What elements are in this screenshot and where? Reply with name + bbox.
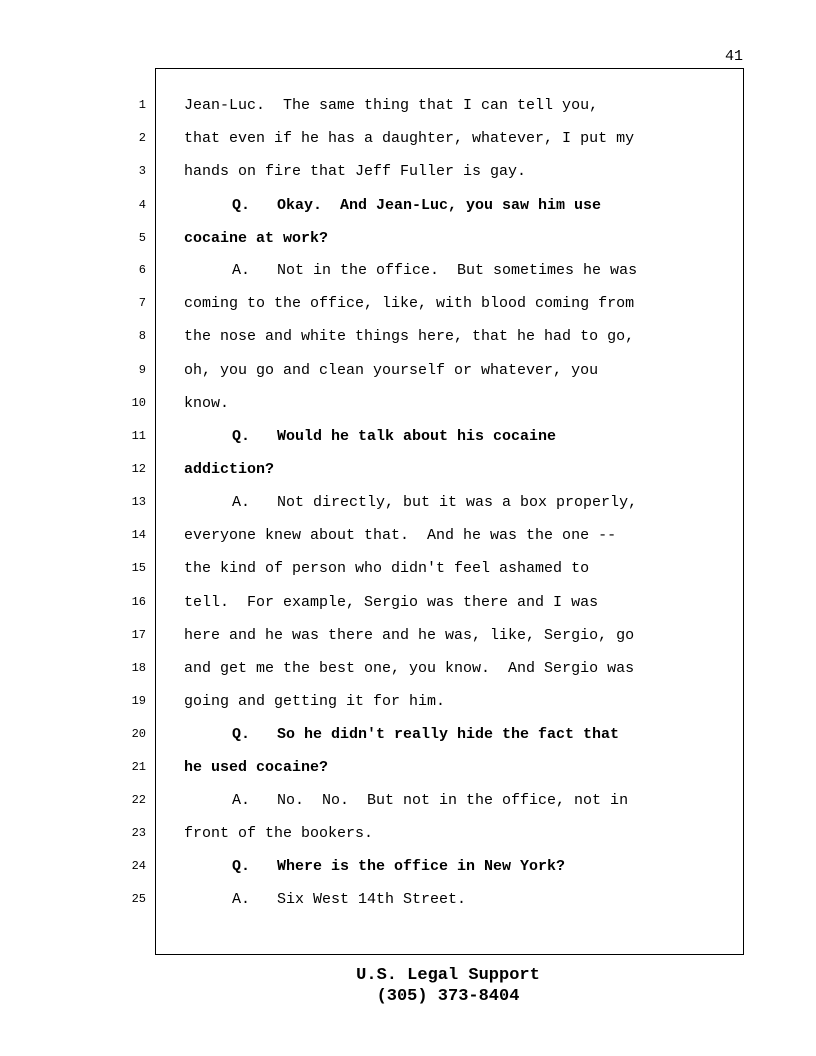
line-text: Q. Where is the office in New York? — [232, 858, 566, 875]
line-number: 14 — [131, 528, 146, 542]
transcript-line — [0, 362, 740, 395]
transcript-line — [0, 726, 740, 759]
line-text: coming to the office, like, with blood coming from — [184, 295, 635, 312]
line-text: that even if he has a daughter, whatever, I put my — [184, 130, 635, 147]
transcript-line — [0, 428, 740, 461]
line-number: 9 — [138, 363, 146, 377]
line-text: everyone knew about that. And he was the one -- — [184, 527, 617, 544]
transcript-line — [0, 197, 740, 230]
line-text: A. Six West 14th Street. — [232, 891, 467, 908]
transcript-line — [0, 891, 740, 924]
line-text: know. — [184, 395, 230, 412]
page-number: 41 — [724, 48, 743, 65]
transcript-line — [0, 494, 740, 527]
transcript-line — [0, 130, 740, 163]
line-number: 3 — [138, 164, 146, 178]
transcript-line — [0, 461, 740, 494]
transcript-line — [0, 560, 740, 593]
line-text: cocaine at work? — [184, 230, 329, 247]
transcript-line — [0, 759, 740, 792]
line-text: hands on fire that Jeff Fuller is gay. — [184, 163, 527, 180]
footer-company: U.S. Legal Support — [356, 966, 540, 985]
line-text: Q. Okay. And Jean-Luc, you saw him use — [232, 197, 602, 214]
line-number: 8 — [138, 329, 146, 343]
line-number: 5 — [138, 231, 146, 245]
line-text: Q. Would he talk about his cocaine — [232, 428, 557, 445]
line-text: and get me the best one, you know. And Sergio was — [184, 660, 635, 677]
line-text: oh, you go and clean yourself or whatever, you — [184, 362, 599, 379]
transcript-line — [0, 295, 740, 328]
transcript-line — [0, 328, 740, 361]
line-number: 15 — [131, 561, 146, 575]
transcript-line — [0, 163, 740, 196]
transcript-line — [0, 693, 740, 726]
line-number: 17 — [131, 628, 146, 642]
line-number: 1 — [138, 98, 146, 112]
line-number: 21 — [131, 760, 146, 774]
line-text: here and he was there and he was, like, Sergio, go — [184, 627, 635, 644]
line-text: A. Not directly, but it was a box properly, — [232, 494, 638, 511]
line-number: 24 — [131, 859, 146, 873]
line-number: 10 — [131, 396, 146, 410]
line-text: tell. For example, Sergio was there and I was — [184, 594, 599, 611]
line-number: 22 — [131, 793, 146, 807]
transcript-line — [0, 858, 740, 891]
footer-phone: (305) 373-8404 — [376, 987, 520, 1006]
transcript-line — [0, 660, 740, 693]
line-text: front of the bookers. — [184, 825, 374, 842]
transcript-line — [0, 527, 740, 560]
transcript-line — [0, 97, 740, 130]
line-number: 25 — [131, 892, 146, 906]
line-text: the nose and white things here, that he had to go, — [184, 328, 635, 345]
line-number: 12 — [131, 462, 146, 476]
line-number: 11 — [131, 429, 146, 443]
line-number: 13 — [131, 495, 146, 509]
line-number: 23 — [131, 826, 146, 840]
line-number: 19 — [131, 694, 146, 708]
line-number: 16 — [131, 595, 146, 609]
transcript-line — [0, 230, 740, 263]
line-number: 2 — [138, 131, 146, 145]
transcript-line — [0, 792, 740, 825]
line-number: 20 — [131, 727, 146, 741]
line-number: 4 — [138, 198, 146, 212]
line-number: 18 — [131, 661, 146, 675]
line-text: addiction? — [184, 461, 275, 478]
line-text: going and getting it for him. — [184, 693, 446, 710]
transcript-line — [0, 594, 740, 627]
footer — [0, 965, 816, 1007]
line-number: 7 — [138, 296, 146, 310]
line-text: he used cocaine? — [184, 759, 329, 776]
line-text: A. Not in the office. But sometimes he was — [232, 262, 638, 279]
line-text: Jean-Luc. The same thing that I can tell you, — [184, 97, 599, 114]
line-text: A. No. No. But not in the office, not in — [232, 792, 629, 809]
line-text: Q. So he didn't really hide the fact that — [232, 726, 620, 743]
line-number: 6 — [138, 263, 146, 277]
transcript-line — [0, 262, 740, 295]
line-text: the kind of person who didn't feel ashamed to — [184, 560, 590, 577]
transcript-line — [0, 627, 740, 660]
transcript-line — [0, 825, 740, 858]
transcript-line — [0, 395, 740, 428]
